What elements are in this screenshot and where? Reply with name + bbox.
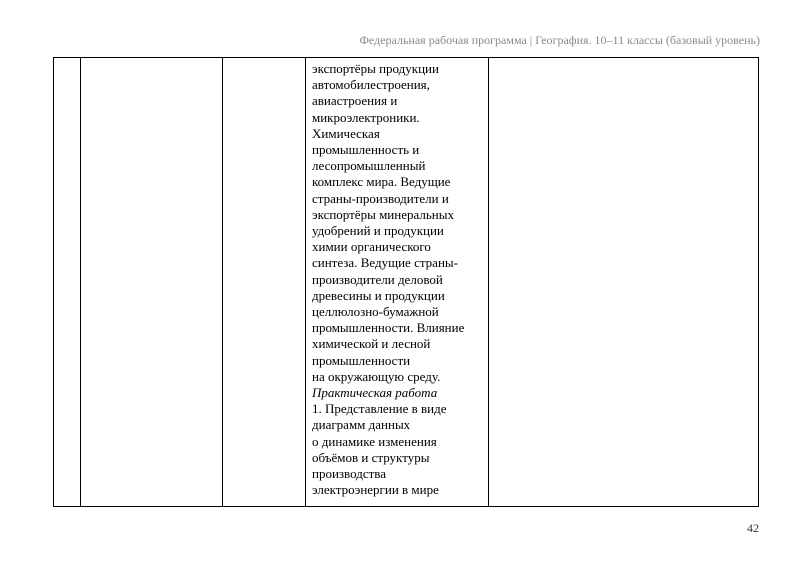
curriculum-table bbox=[53, 57, 759, 507]
content-line: авиастроения и bbox=[312, 93, 398, 109]
practical-line: о динамике изменения bbox=[312, 433, 437, 449]
number-cell bbox=[54, 58, 81, 507]
page-number: 42 bbox=[747, 521, 759, 535]
hours-cell bbox=[223, 58, 306, 507]
content-line: микроэлектроники. bbox=[312, 109, 420, 125]
content-line: древесины и продукции bbox=[312, 287, 445, 303]
content-line: комплекс мира. Ведущие bbox=[312, 174, 451, 190]
content-line: промышленность и bbox=[312, 142, 420, 158]
running-header: Федеральная рабочая программа | География. 10–11 классы (базовый уровень) bbox=[359, 33, 760, 47]
content-line: синтеза. Ведущие страны- bbox=[312, 255, 458, 271]
practical-line: 1. Представление в виде bbox=[312, 401, 447, 417]
content-line: производители деловой bbox=[312, 271, 443, 287]
content-line: промышленности bbox=[312, 352, 411, 368]
content-line: целлюлозно-бумажной bbox=[312, 304, 439, 320]
content-line: химии органического bbox=[312, 239, 431, 255]
practical-line: диаграмм данных bbox=[312, 417, 411, 433]
content-line: автомобилестроения, bbox=[312, 77, 430, 93]
content-line: химической и лесной bbox=[312, 336, 431, 352]
content-line: страны-производители и bbox=[312, 190, 449, 206]
content-line: Химическая bbox=[312, 125, 380, 141]
practical-work-heading: Практическая работа bbox=[312, 385, 438, 401]
practical-line: производства bbox=[312, 466, 387, 482]
activities-cell bbox=[489, 58, 759, 507]
content-line: промышленности. Влияние bbox=[312, 320, 465, 336]
topic-cell bbox=[81, 58, 223, 507]
content-line: экспортёры продукции bbox=[312, 61, 439, 76]
table-row bbox=[54, 58, 759, 507]
practical-line: электроэнергии в мире bbox=[312, 482, 439, 498]
content-line: экспортёры минеральных bbox=[312, 206, 454, 222]
content-cell bbox=[306, 58, 489, 507]
content-line: на окружающую среду. bbox=[312, 368, 441, 384]
content-line: удобрений и продукции bbox=[312, 223, 444, 239]
content-line: лесопромышленный bbox=[312, 158, 426, 174]
practical-line: объёмов и структуры bbox=[312, 449, 430, 465]
